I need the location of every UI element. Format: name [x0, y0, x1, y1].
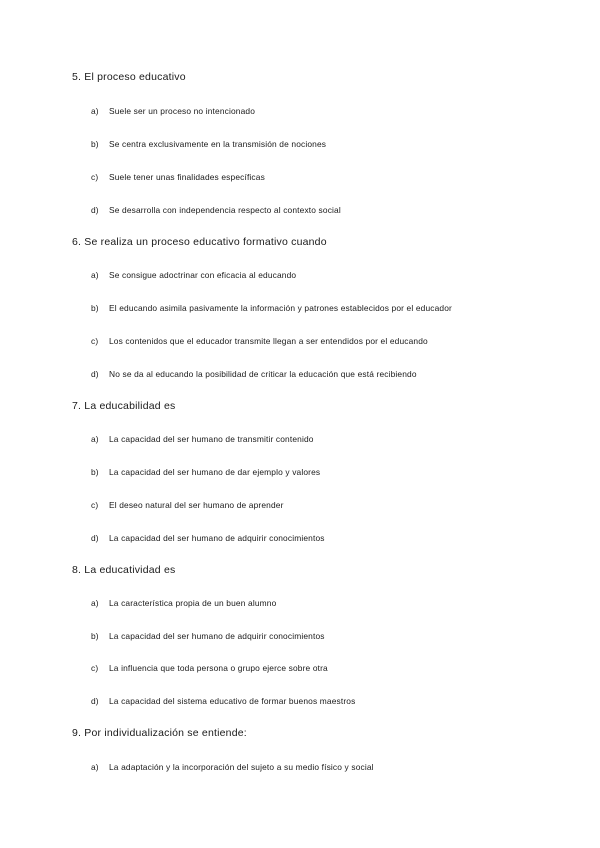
- option-letter: d): [91, 696, 99, 706]
- option-letter: a): [91, 762, 99, 772]
- option-letter: c): [91, 336, 99, 346]
- option-letter: d): [91, 205, 99, 215]
- question-9-title: 9. Por individualización se entiende:: [72, 727, 247, 739]
- option-letter: c): [91, 172, 99, 182]
- option-text: La característica propia de un buen alumno: [109, 598, 277, 608]
- option-letter: b): [91, 467, 99, 477]
- question-8-option-b: [91, 631, 325, 641]
- option-letter: a): [91, 434, 99, 444]
- question-7-option-b: [91, 467, 320, 477]
- option-letter: a): [91, 270, 99, 280]
- option-letter: d): [91, 533, 99, 543]
- option-text: La adaptación y la incorporación del sujeto a su medio físico y social: [109, 762, 374, 772]
- question-6-option-d: [91, 369, 417, 379]
- option-text: La capacidad del ser humano de adquirir conocimientos: [109, 631, 325, 641]
- option-letter: a): [91, 598, 99, 608]
- question-6-option-c: [91, 336, 428, 346]
- question-6-option-b: [91, 303, 452, 313]
- option-text: La capacidad del ser humano de transmitir contenido: [109, 434, 314, 444]
- option-letter: b): [91, 631, 99, 641]
- question-7-title: 7. La educabilidad es: [72, 400, 176, 412]
- option-letter: c): [91, 500, 99, 510]
- option-text: El educando asimila pasivamente la información y patrones establecidos por el educador: [109, 303, 452, 313]
- question-8-option-c: [91, 663, 328, 673]
- question-6-title: 6. Se realiza un proceso educativo formativo cuando: [72, 236, 327, 248]
- option-letter: d): [91, 369, 99, 379]
- question-7-option-d: [91, 533, 325, 543]
- question-8-option-d: [91, 696, 355, 706]
- option-letter: c): [91, 663, 99, 673]
- option-letter: a): [91, 106, 99, 116]
- option-text: El deseo natural del ser humano de aprender: [109, 500, 284, 510]
- option-text: Se centra exclusivamente en la transmisión de nociones: [109, 139, 327, 149]
- question-5-option-c: [91, 172, 265, 182]
- question-7-option-a: [91, 434, 314, 444]
- option-text: No se da al educando la posibilidad de criticar la educación que está recibiendo: [109, 369, 417, 379]
- option-text: Se desarrolla con independencia respecto al contexto social: [109, 205, 341, 215]
- option-text: La capacidad del ser humano de adquirir conocimientos: [109, 533, 325, 543]
- question-8-option-a: [91, 598, 276, 608]
- option-letter: b): [91, 139, 99, 149]
- option-letter: b): [91, 303, 99, 313]
- option-text: Se consigue adoctrinar con eficacia al educando: [109, 270, 297, 280]
- question-6-option-a: [91, 270, 296, 280]
- option-text: La influencia que toda persona o grupo ejerce sobre otra: [109, 663, 328, 673]
- question-8-title: 8. La educatividad es: [72, 564, 176, 576]
- question-5-option-d: [91, 205, 341, 215]
- option-text: Suele tener unas finalidades específicas: [109, 172, 265, 182]
- question-5-option-a: [91, 106, 255, 116]
- option-text: Los contenidos que el educador transmite llegan a ser entendidos por el educando: [109, 336, 428, 346]
- question-7-option-c: [91, 500, 284, 510]
- option-text: Suele ser un proceso no intencionado: [109, 106, 256, 116]
- option-text: La capacidad del sistema educativo de formar buenos maestros: [109, 696, 356, 706]
- question-5-option-b: [91, 139, 326, 149]
- question-5-title: 5. El proceso educativo: [72, 71, 186, 83]
- question-9-option-a: [91, 762, 374, 772]
- option-text: La capacidad del ser humano de dar ejemplo y valores: [109, 467, 321, 477]
